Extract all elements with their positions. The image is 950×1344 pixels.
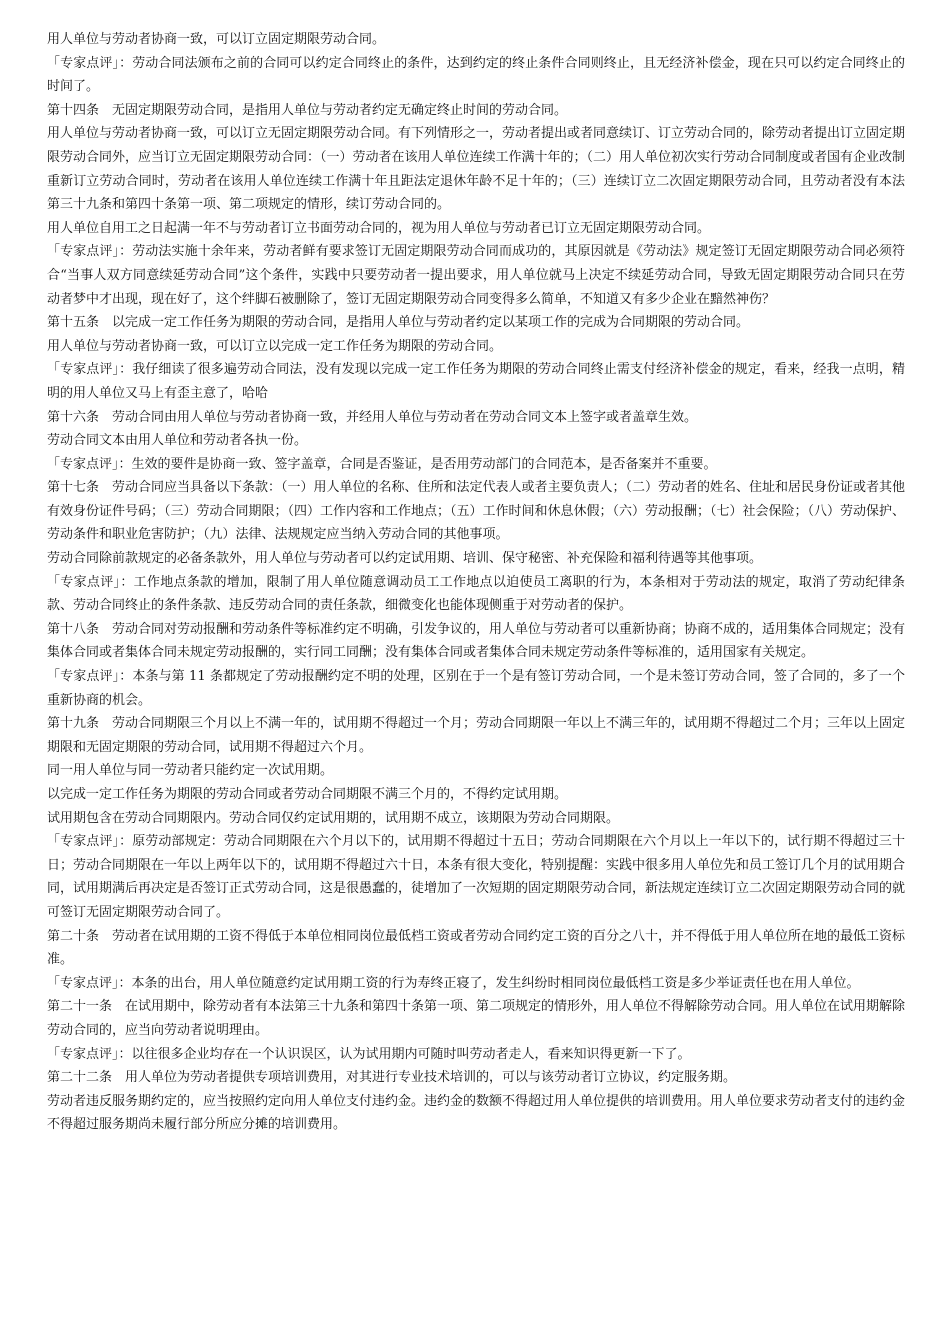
expert-comment-art15: 「专家点评」：我仔细读了很多遍劳动合同法，没有发现以完成一定工作任务为期限的劳动合同终止需支付经济补偿金的规定，看来，经我一点明，精明的用人单位又马上有歪主意了，哈哈 <box>47 362 905 401</box>
paragraph-art19-included: 试用期包含在劳动合同期限内。劳动合同仅约定试用期的，试用期不成立，该期限为劳动合同期限。 <box>47 810 620 826</box>
expert-comment-art14: 「专家点评」：劳动法实施十余年来，劳动者鲜有要求签订无固定期限劳动合同而成功的，其原因就是《劳动法》规定签订无固定期限劳动合同必须符合“当事人双方同意续延劳动合同”这个条件，实践中只要劳动者一提出要求，用人单位就马上决定不续延劳动合同，导致无固定期限劳动合同只在劳动者梦中才出现，现在好了，这个绊脚石被删除了，签订无固定期限劳动合同变得多么简单，不知道又有多少企业在黯然神伤？ <box>47 244 905 307</box>
paragraph-art19-no-probation: 以完成一定工作任务为期限的劳动合同或者劳动合同期限不满三个月的，不得约定试用期。 <box>47 787 568 802</box>
paragraph-art15-clause: 用人单位与劳动者协商一致，可以订立以完成一定工作任务为期限的劳动合同。 <box>47 338 503 354</box>
paragraph-art17-other: 劳动合同除前款规定的必备条款外，用人单位与劳动者可以约定试用期、培训、保守秘密、补充保险和福利待遇等其他事项。 <box>47 551 763 567</box>
expert-comment-art20: 「专家点评」：本条的出台，用人单位随意约定试用期工资的行为寿终正寝了，发生纠纷时相同岗位最低档工资是多少举证责任也在用人单位。 <box>47 975 860 991</box>
paragraph-art19-once: 同一用人单位与同一劳动者只能约定一次试用期。 <box>47 763 334 779</box>
article-17-heading: 第十七条 劳动合同应当具备以下条款：（一）用人单位的名称、住所和法定代表人或者主要负责人；（二）劳动者的姓名、住址和居民身份证或者其他有效身份证件号码；（三）劳动合同期限；（四）工作内容和工作地点；（五）工作时间和休息休假；（六）劳动报酬；（七）社会保险；（八）劳动保护、劳动条件和职业危害防护；（九）法律、法规规定应当纳入劳动合同的其他事项。 <box>47 480 906 543</box>
document-page <box>47 28 905 1137</box>
article-18-heading: 第十八条 劳动合同对劳动报酬和劳动条件等标准约定不明确，引发争议的，用人单位与劳动者可以重新协商；协商不成的，适用集体合同规定；没有集体合同或者集体合同未规定劳动报酬的，实行同工同酬；没有集体合同或者集体合同未规定劳动条件等标准的，适用国家有关规定。 <box>47 621 906 661</box>
paragraph-art14-conditions: 用人单位与劳动者协商一致，可以订立无固定期限劳动合同。有下列情形之一，劳动者提出或者同意续订、订立劳动合同的，除劳动者提出订立固定期限劳动合同外，应当订立无固定期限劳动合同：（一）劳动者在该用人单位连续工作满十年的；（二）用人单位初次实行劳动合同制度或者国有企业改制重新订立劳动合同时，劳动者在该用人单位连续工作满十年且距法定退休年龄不足十年的；（三）连续订立二次固定期限劳动合同，且劳动者没有本法第三十九条和第四十条第一项、第二项规定的情形，续订劳动合同的。 <box>47 126 906 213</box>
expert-comment-art13: 「专家点评」：劳动合同法颁布之前的合同可以约定合同终止的条件，达到约定的终止条件合同则终止，且无经济补偿金，现在只可以约定合同终止的时间了。 <box>47 55 905 95</box>
paragraph-art14-deemed: 用人单位自用工之日起满一年不与劳动者订立书面劳动合同的，视为用人单位与劳动者已订立无固定期限劳动合同。 <box>47 220 711 236</box>
paragraph-art13-clause: 用人单位与劳动者协商一致，可以订立固定期限劳动合同。 <box>47 32 386 47</box>
expert-comment-art21: 「专家点评」：以往很多企业均存在一个认识误区，认为试用期内可随时叫劳动者走人，看来知识得更新一下了。 <box>47 1046 691 1062</box>
expert-comment-art16: 「专家点评」：生效的要件是协商一致、签字盖章，合同是否鉴证，是否用劳动部门的合同范本，是否备案并不重要。 <box>47 456 717 472</box>
paragraph-art22-penalty: 劳动者违反服务期约定的，应当按照约定向用人单位支付违约金。违约金的数额不得超过用人单位提供的培训费用。用人单位要求劳动者支付的违约金不得超过服务期尚未履行部分所应分摊的培训费用。 <box>47 1093 906 1133</box>
article-21-heading: 第二十一条 在试用期中，除劳动者有本法第三十九条和第四十条第一项、第二项规定的情形外，用人单位不得解除劳动合同。用人单位在试用期解除劳动合同的，应当向劳动者说明理由。 <box>47 999 906 1038</box>
article-14-heading: 第十四条 无固定期限劳动合同，是指用人单位与劳动者约定无确定终止时间的劳动合同。 <box>47 102 568 118</box>
article-20-heading: 第二十条 劳动者在试用期的工资不得低于本单位相同岗位最低档工资或者劳动合同约定工资的百分之八十，并不得低于用人单位所在地的最低工资标准。 <box>47 928 906 968</box>
article-19-heading: 第十九条 劳动合同期限三个月以上不满一年的，试用期不得超过一个月；劳动合同期限一年以上不满三年的，试用期不得超过二个月；三年以上固定期限和无固定期限的劳动合同，试用期不得超过六个月。 <box>47 716 906 755</box>
expert-comment-art17: 「专家点评」：工作地点条款的增加，限制了用人单位随意调动员工工作地点以迫使员工离职的行为，本条相对于劳动法的规定，取消了劳动纪律条款、劳动合同终止的条件条款、违反劳动合同的责任条款，细微变化也能体现侧重于对劳动者的保护。 <box>47 574 905 614</box>
article-22-heading: 第二十二条 用人单位为劳动者提供专项培训费用，对其进行专业技术培训的，可以与该劳动者订立协议，约定服务期。 <box>47 1070 737 1086</box>
article-15-heading: 第十五条 以完成一定工作任务为期限的劳动合同，是指用人单位与劳动者约定以某项工作的完成为合同期限的劳动合同。 <box>47 315 750 331</box>
expert-comment-art18: 「专家点评」：本条与第 11 条都规定了劳动报酬约定不明的处理，区别在于一个是有签订劳动合同，一个是未签订劳动合同，签了合同的，多了一个重新协商的机会。 <box>47 669 905 708</box>
article-16-heading: 第十六条 劳动合同由用人单位与劳动者协商一致，并经用人单位与劳动者在劳动合同文本上签字或者盖章生效。 <box>47 409 698 425</box>
expert-comment-art19: 「专家点评」：原劳动部规定：劳动合同期限在六个月以下的，试用期不得超过十五日；劳动合同期限在六个月以上一年以下的，试行期不得超过三十日；劳动合同期限在一年以上两年以下的，试用期不得超过六十日，本条有很大变化，特别提醒：实践中很多用人单位先和员工签订几个月的试用期合同，试用期满后再决定是否签订正式劳动合同，这是很愚蠢的，徒增加了一次短期的固定期限劳动合同，新法规定连续订立二次固定期限劳动合同的就可签订无固定期限劳动合同了。 <box>47 834 906 920</box>
paragraph-art16-copies: 劳动合同文本由用人单位和劳动者各执一份。 <box>47 433 308 449</box>
